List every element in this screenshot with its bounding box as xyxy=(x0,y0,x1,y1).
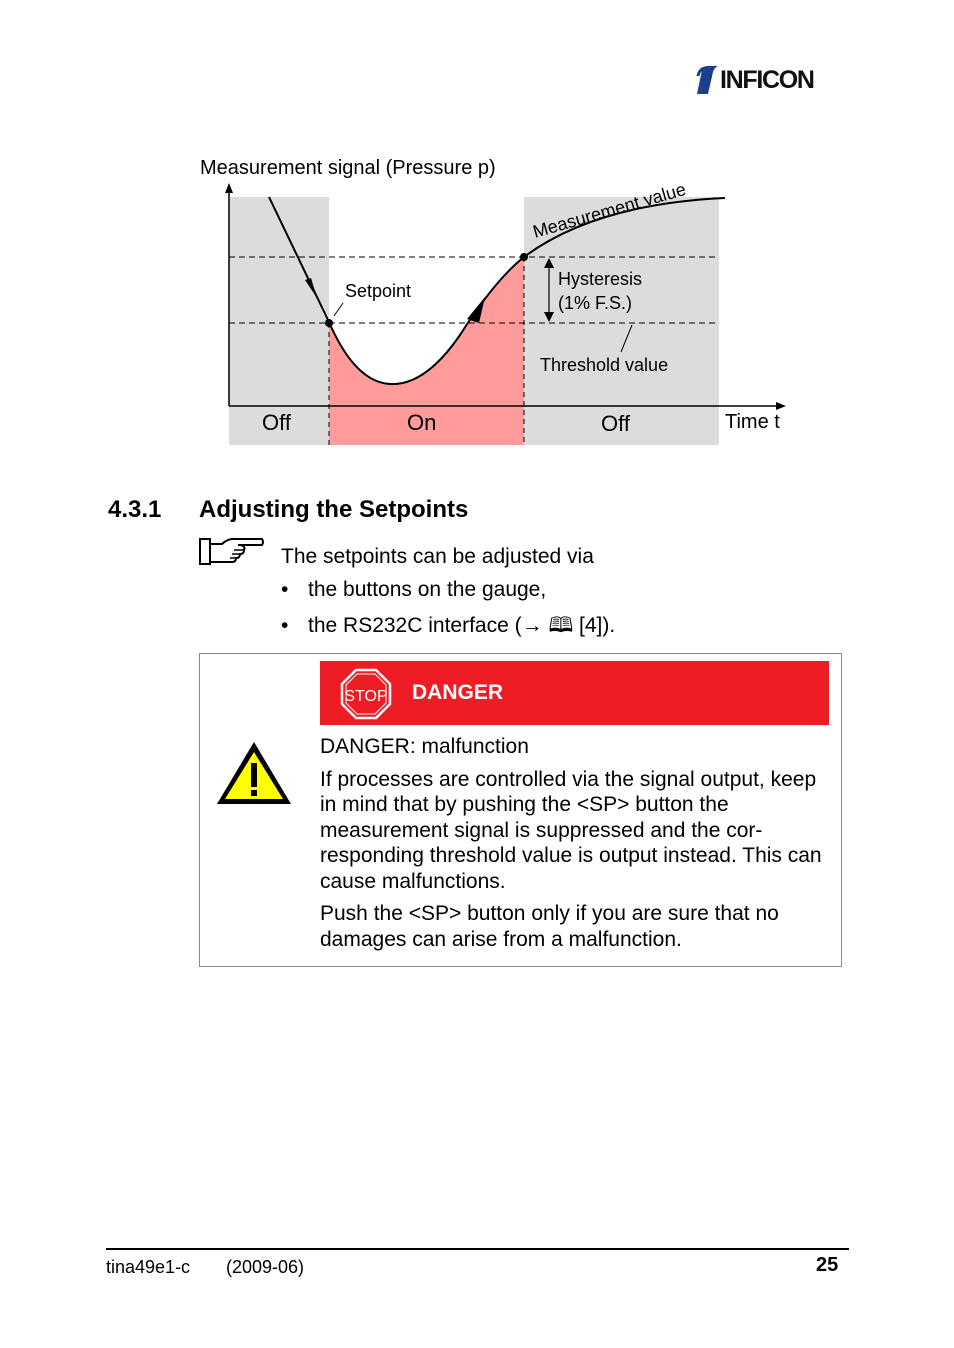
footer-date: (2009-06) xyxy=(226,1257,305,1277)
section-number: 4.3.1 xyxy=(108,496,162,523)
hysteresis-value-label: (1% F.S.) xyxy=(558,293,633,313)
footer-doc-id: tina49e1-c xyxy=(106,1257,191,1277)
danger-title: DANGER xyxy=(412,681,504,704)
danger-banner xyxy=(320,661,829,725)
setpoint-label: Setpoint xyxy=(345,281,412,301)
threshold-label: Threshold value xyxy=(540,355,669,375)
brand-name: INFICON xyxy=(720,66,814,94)
note-intro: The setpoints can be adjusted via xyxy=(281,545,594,568)
y-axis-label: Measurement signal (Pressure p) xyxy=(200,157,496,179)
threshold-dot xyxy=(520,253,528,261)
hysteresis-label: Hysteresis xyxy=(558,269,643,289)
setpoint-dot xyxy=(325,319,333,327)
footer-rule xyxy=(106,1248,849,1250)
danger-heading: DANGER: malfunction xyxy=(320,735,529,758)
svg-text:STOP: STOP xyxy=(344,688,388,705)
section-heading xyxy=(108,496,468,524)
state-off-right: Off xyxy=(601,411,630,436)
list-item: • the buttons on the gauge, xyxy=(281,578,547,601)
curve-label: Measurement value xyxy=(530,179,689,242)
section-title: Adjusting the Setpoints xyxy=(199,496,469,523)
off-region-left xyxy=(229,197,329,445)
pointing-hand-icon xyxy=(198,536,266,568)
setpoint-diagram xyxy=(195,150,805,450)
inficon-mark-icon xyxy=(694,64,720,96)
stop-sign-icon xyxy=(340,668,392,720)
danger-paragraph-2: Push the <SP> button only if you are sure that no damages can arise from a malfunction. xyxy=(320,902,779,951)
inficon-logo xyxy=(694,62,846,98)
danger-text xyxy=(320,734,830,959)
state-on: On xyxy=(407,410,437,435)
danger-paragraph-1: If processes are controlled via the signal output, keep in mind that by pushing the <SP> button the measurement signal is suppressed and the cor-responding threshold value is output instead. This can cause malfunctions. xyxy=(320,767,822,893)
page-number: 25 xyxy=(816,1254,839,1276)
list-item: • the RS232C interface (→ 🕮 [4]). xyxy=(281,614,616,637)
warning-triangle-icon xyxy=(214,739,294,807)
bullet-list xyxy=(281,578,615,644)
state-off-left: Off xyxy=(262,410,291,435)
x-axis-label: Time t xyxy=(725,411,780,433)
